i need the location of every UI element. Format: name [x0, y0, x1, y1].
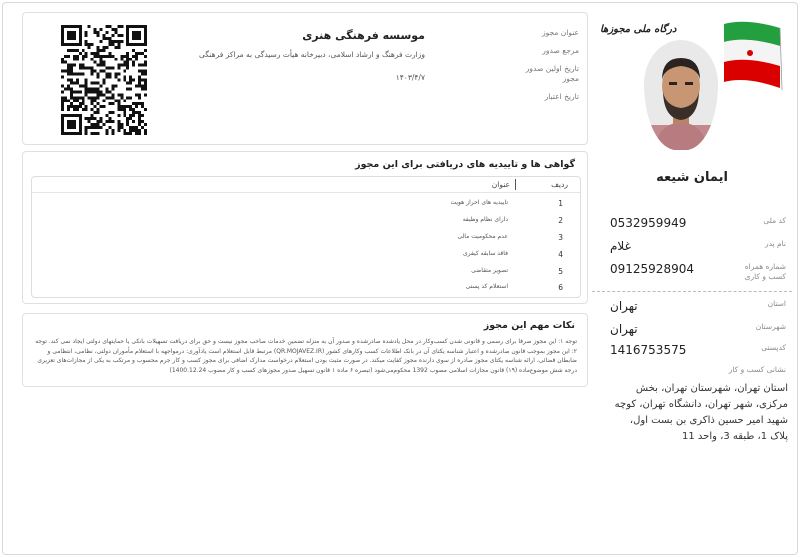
row-title: تصویر متقاضی — [471, 267, 508, 274]
address-label: نشانی کسب و کار — [728, 365, 786, 374]
field-father-name — [592, 239, 792, 259]
brand-logo: درگاه ملی مجوزها — [600, 24, 677, 35]
row-title: تاییدیه های احراز هویت — [450, 199, 508, 206]
row-title: فاقد سابقه کیفری — [462, 250, 508, 257]
approvals-title: گواهی ها و تاییدیه های دریافتی برای این مجوز — [355, 159, 575, 170]
field-postal-code — [592, 343, 792, 363]
notes-text: توجه ۱: این مجوز صرفا برای رسمی و قانونی شدن کسب‌وکار در محل یادشده صادرشده و صدور آن به منزله تضمین خدمات صاحب مجوز نیست و حق برای دریافت تسهیلات بانکی یا حمایتهای دولتی ایجاد نمی کند. توجه ۲: این مجوز بموجب قانون صادرشده و اعتبار شناسه یکتای آن در بانک اطلاعات کسب وکارهای کشور (QR.MOJAVEZ.IR) مرتبط قابل استعلام است یادآوری: درمواجهه با استعلام مأموران دولتی، نظامی، انتظامی و ضابطان قضائی، ارائه شناسه یکتای مجوز صادره از سوی دارنده مجوز کفایت میکند. در صورت مثبت بودن استعلام درخواست مدارک اضافی برای مجوز کسب و کار جرم محسوب و مرتکب به یکی از مجازات‌های تعزیری درجه شش موضوع‌ماده (۱۹) قانون مجازات اسلامی مصوب 1392 محکوم‌می‌شود (تبصره ۶ ماده ۱ قانون تسهیل صدور مجوزهای کسب و کار مصوب 1400.12.24) — [35, 338, 577, 374]
field-mobile — [592, 262, 792, 282]
row-number: 5 — [558, 267, 563, 276]
table-row — [32, 267, 580, 284]
label-license-title: عنوان مجوز — [542, 28, 579, 37]
divider — [592, 291, 792, 292]
address-text: استان تهران، شهرستان تهران، بخش مرکزی، شهر تهران، دانشگاه تهران، کوچه شهید امیر حسین ذاکری بن بست اول، پلاک 1، طبقه 3، واحد 11 — [614, 383, 788, 442]
field-label: شماره همراه کسب و کاری — [744, 262, 786, 281]
field-label: نام پدر — [764, 239, 786, 248]
license-title: موسسه فرهنگی هنری — [302, 29, 425, 42]
approvals-card — [22, 151, 588, 304]
row-number: 3 — [558, 233, 563, 242]
field-value: 1416753575 — [610, 343, 687, 357]
table-row — [32, 250, 580, 267]
field-province — [592, 299, 792, 319]
table-row — [32, 216, 580, 233]
person-name: ایمان شیعه — [656, 170, 728, 185]
label-issuer: مرجع صدور — [542, 46, 579, 55]
table-header — [32, 177, 580, 193]
column-divider — [515, 179, 516, 190]
field-value: تهران — [610, 322, 638, 336]
notes-title: نکات مهم این مجوز — [483, 320, 575, 331]
row-number: 6 — [558, 283, 563, 292]
row-number: 1 — [558, 199, 563, 208]
field-value: تهران — [610, 299, 638, 313]
column-header-title: عنوان — [491, 180, 510, 189]
profile-panel — [592, 8, 792, 548]
field-value: 0532959949 — [610, 216, 687, 230]
table-row — [32, 283, 580, 300]
row-title: عدم محکومیت مالی — [457, 233, 508, 240]
field-city — [592, 322, 792, 342]
notes-card — [22, 313, 588, 387]
license-issuer: وزارت فرهنگ و ارشاد اسلامی، دبیرخانه هیأت رسیدگی به مراکز فرهنگی — [198, 50, 425, 59]
label-expiry-date: تاریخ اعتبار — [544, 92, 579, 101]
field-value: غلام — [610, 239, 631, 253]
license-card — [22, 12, 588, 145]
field-label: شهرستان — [755, 322, 786, 331]
row-number: 2 — [558, 216, 563, 225]
field-national-id — [592, 216, 792, 236]
label-first-issue-date: تاریخ اولین صدور مجوز — [525, 64, 579, 83]
license-labels — [509, 28, 579, 110]
table-row — [32, 199, 580, 216]
row-title: دارای نظام وظیفه — [462, 216, 508, 223]
avatar — [644, 40, 718, 150]
column-header-row: ردیف — [551, 180, 568, 189]
license-issue-date: ۱۴۰۳/۴/۷ — [395, 73, 425, 82]
row-title: استعلام کد پستی — [465, 283, 508, 290]
field-label: استان — [767, 299, 786, 308]
approvals-table — [31, 176, 581, 298]
row-number: 4 — [558, 250, 563, 259]
table-row — [32, 233, 580, 250]
field-label: کدپستی — [761, 343, 786, 352]
iran-flag-icon — [716, 18, 786, 98]
field-label: کد ملی — [763, 216, 786, 225]
field-value: 09125928904 — [610, 262, 694, 276]
qr-code-icon[interactable] — [61, 25, 147, 135]
